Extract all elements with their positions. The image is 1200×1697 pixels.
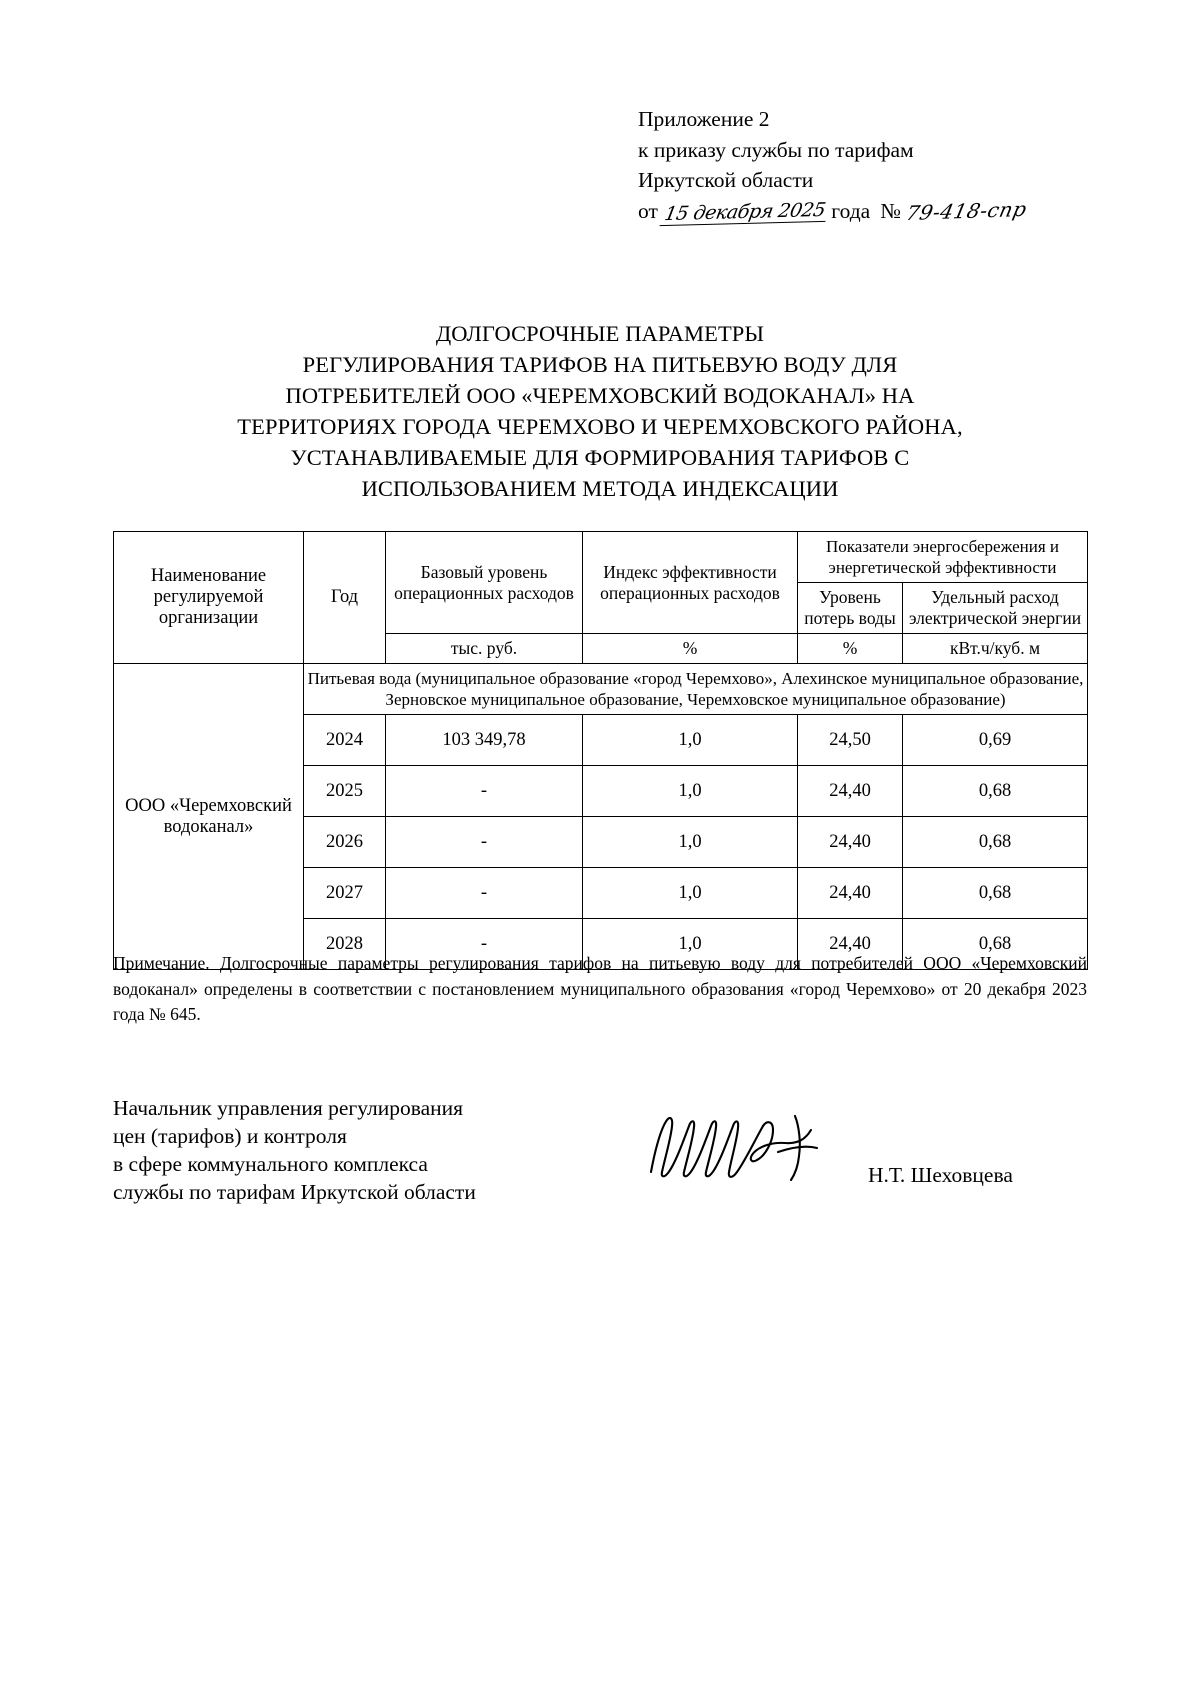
unit-base-level: тыс. руб. [386,634,583,664]
th-efficiency-index: Индекс эффективности операционных расходов [583,532,798,634]
document-header [638,104,1098,226]
parameters-table [113,531,1088,970]
cell-year: 2026 [304,817,386,868]
number-sign-label: № [880,198,901,223]
cell-efficiency-index: 1,0 [583,766,798,817]
cell-water-loss: 24,50 [798,715,903,766]
table-header-row-1 [114,532,1088,583]
cell-water-loss: 24,40 [798,766,903,817]
order-date-line [638,196,1098,227]
cell-section-title: Питьевая вода (муниципальное образование «город Черемхово», Алехинское муниципальное образование, Зерновское муниципальное образование, Черемховское муниципальное образование) [304,664,1088,715]
cell-water-loss: 24,40 [798,919,903,970]
cell-base-level: - [386,919,583,970]
page-title [150,318,1050,504]
table-section-row [114,664,1088,715]
handwritten-order-number: 79-418-спр [903,196,1029,225]
cell-electric-specific: 0,68 [903,766,1088,817]
cell-electric-specific: 0,69 [903,715,1088,766]
cell-electric-specific: 0,68 [903,817,1088,868]
cell-organization-name: ООО «Черемховский водоканал» [114,664,304,970]
date-prefix-label: от [638,198,658,223]
cell-efficiency-index: 1,0 [583,919,798,970]
cell-base-level: - [386,868,583,919]
handwritten-signature-icon [645,1112,860,1184]
th-electric-specific: Удельный расход электрической энергии [903,583,1088,634]
cell-efficiency-index: 1,0 [583,715,798,766]
cell-efficiency-index: 1,0 [583,817,798,868]
th-year: Год [304,532,386,664]
cell-water-loss: 24,40 [798,817,903,868]
signatory-name: Н.Т. Шеховцева [868,1163,1013,1187]
signatory-position [113,1094,633,1206]
signatory-position-line-4: службы по тарифам Иркутской области [113,1180,476,1204]
note-label: Примечание. [113,953,210,973]
title-line-4: ТЕРРИТОРИЯХ ГОРОДА ЧЕРЕМХОВО И ЧЕРЕМХОВСКОГО РАЙОНА, [237,414,963,439]
order-reference-line-1: к приказу службы по тарифам [638,137,914,162]
cell-year: 2024 [304,715,386,766]
th-energy-group: Показатели энергосбережения и энергетической эффективности [798,532,1088,583]
title-line-5: УСТАНАВЛИВАЕМЫЕ ДЛЯ ФОРМИРОВАНИЯ ТАРИФОВ С [290,445,910,470]
unit-efficiency-index: % [583,634,798,664]
th-water-loss: Уровень потерь воды [798,583,903,634]
cell-year: 2027 [304,868,386,919]
th-organization: Наименование регулируемой организации [114,532,304,664]
appendix-label: Приложение 2 [638,107,770,131]
note-text: Долгосрочные параметры регулирования тарифов на питьевую воду для потребителей ООО «Черемховский водоканал» определены в соответствии с постановлением муниципального образования «город Черемхово» от 20 декабря 2023 года № 645. [113,953,1087,1024]
cell-base-level: - [386,817,583,868]
year-word-label: года [831,198,871,223]
cell-electric-specific: 0,68 [903,868,1088,919]
title-line-2: РЕГУЛИРОВАНИЯ ТАРИФОВ НА ПИТЬЕВУЮ ВОДУ ДЛЯ [302,352,898,377]
title-line-1: ДОЛГОСРОЧНЫЕ ПАРАМЕТРЫ [435,321,765,346]
signatory-position-line-2: цен (тарифов) и контроля [113,1124,347,1148]
note-paragraph [113,951,1087,1028]
cell-year: 2025 [304,766,386,817]
cell-water-loss: 24,40 [798,868,903,919]
signatory-position-line-3: в сфере коммунального комплекса [113,1152,428,1176]
unit-water-loss: % [798,634,903,664]
cell-base-level: 103 349,78 [386,715,583,766]
cell-year: 2028 [304,919,386,970]
unit-electric-specific: кВт.ч/куб. м [903,634,1088,664]
signatory-position-line-1: Начальник управления регулирования [113,1096,464,1120]
cell-electric-specific: 0,68 [903,919,1088,970]
cell-base-level: - [386,766,583,817]
handwritten-date: 15 декабря 2025 [659,199,829,225]
title-line-3: ПОТРЕБИТЕЛЕЙ ООО «ЧЕРЕМХОВСКИЙ ВОДОКАНАЛ» НА [285,383,915,408]
cell-efficiency-index: 1,0 [583,868,798,919]
th-base-level: Базовый уровень операционных расходов [386,532,583,634]
order-reference-line-2: Иркутской области [638,168,814,192]
title-line-6: ИСПОЛЬЗОВАНИЕМ МЕТОДА ИНДЕКСАЦИИ [361,476,839,501]
parameters-table-wrapper [113,531,1087,970]
